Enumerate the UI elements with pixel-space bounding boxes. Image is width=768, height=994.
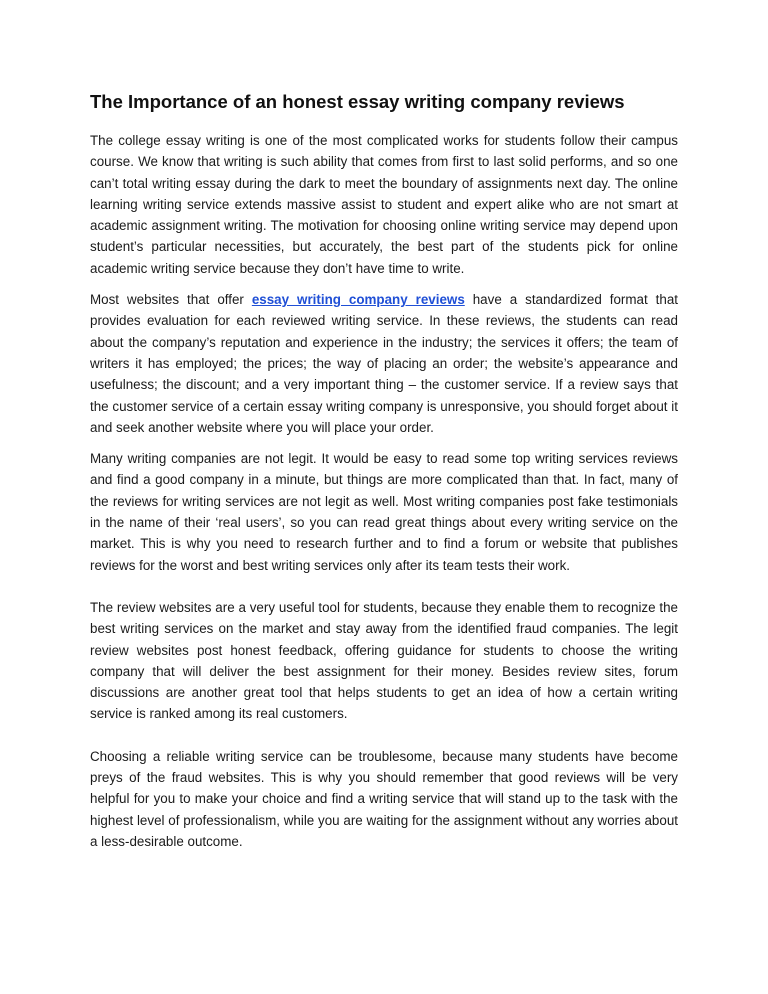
paragraph-intro: The college essay writing is one of the most complicated works for students follow their campus course. We know that writing is such ability that comes from first to last solid performs, and so one can’t total writing essay during the dark to meet the boundary of assignments next day. The online learning writing service extends massive assist to student and expert alike who are not smart at academic assignment writing. The motivation for choosing online writing service may depend upon student’s particular necessities, but accurately, the best part of the students pick for online academic writing service because they don’t have time to write. xyxy=(90,133,678,276)
essay-writing-reviews-link[interactable]: essay writing company reviews xyxy=(251,292,465,308)
paragraph-spacer xyxy=(90,725,678,746)
paragraph-websites-text-start: Most websites that offer xyxy=(90,292,252,308)
paragraph-spacer xyxy=(90,438,678,448)
paragraph-review-websites: The review websites are a very useful tool for students, because they enable them to recognize the best writing services on the market and stay away from the identified fraud companies. The legit review websites post honest feedback, offering guidance for students to choose the writing company that will deliver the best assignment for their money. Besides review sites, forum discussions are another great tool that helps students to get an idea of how a certain writing service is ranked among its real customers. xyxy=(90,599,678,722)
paragraph-websites-text-end: have a standardized format that provides evaluation for each reviewed writing service. In these reviews, the students can read about the company’s reputation and experience in the industry; the services it offers; the team of writers it has employed; the prices; the way of placing an order; the website’s appearance and usefulness; the discount; and a very important thing – the customer service. If a review says that the customer service of a certain essay writing company is unresponsive, you should forget about it and seek another website where you will place your order. xyxy=(90,292,678,435)
paragraph-choosing: Choosing a reliable writing service can be troublesome, because many students have become preys of the fraud websites. This is why you should remember that good reviews will be very helpful for you to make your choice and find a writing service that will stand up to the task with the highest level of professionalism, while you are waiting for the assignment without any worries about a less-desirable outcome. xyxy=(90,748,678,849)
paragraph-websites xyxy=(90,289,678,438)
paragraph-spacer xyxy=(90,279,678,289)
document-title: The Importance of an honest essay writing company reviews xyxy=(90,91,625,112)
paragraph-not-legit: Many writing companies are not legit. It would be easy to read some top writing services reviews and find a good company in a minute, but things are more complicated than that. In fact, many of the reviews for writing services are not legit as well. Most writing companies post fake testimonials in the name of their ‘real users’, so you can read great things about every writing service on the market. This is why you need to research further and to find a forum or website that publishes reviews for the worst and best writing services only after its team tests their work. xyxy=(90,451,678,573)
paragraph-spacer xyxy=(90,576,678,597)
document-page xyxy=(90,90,678,852)
